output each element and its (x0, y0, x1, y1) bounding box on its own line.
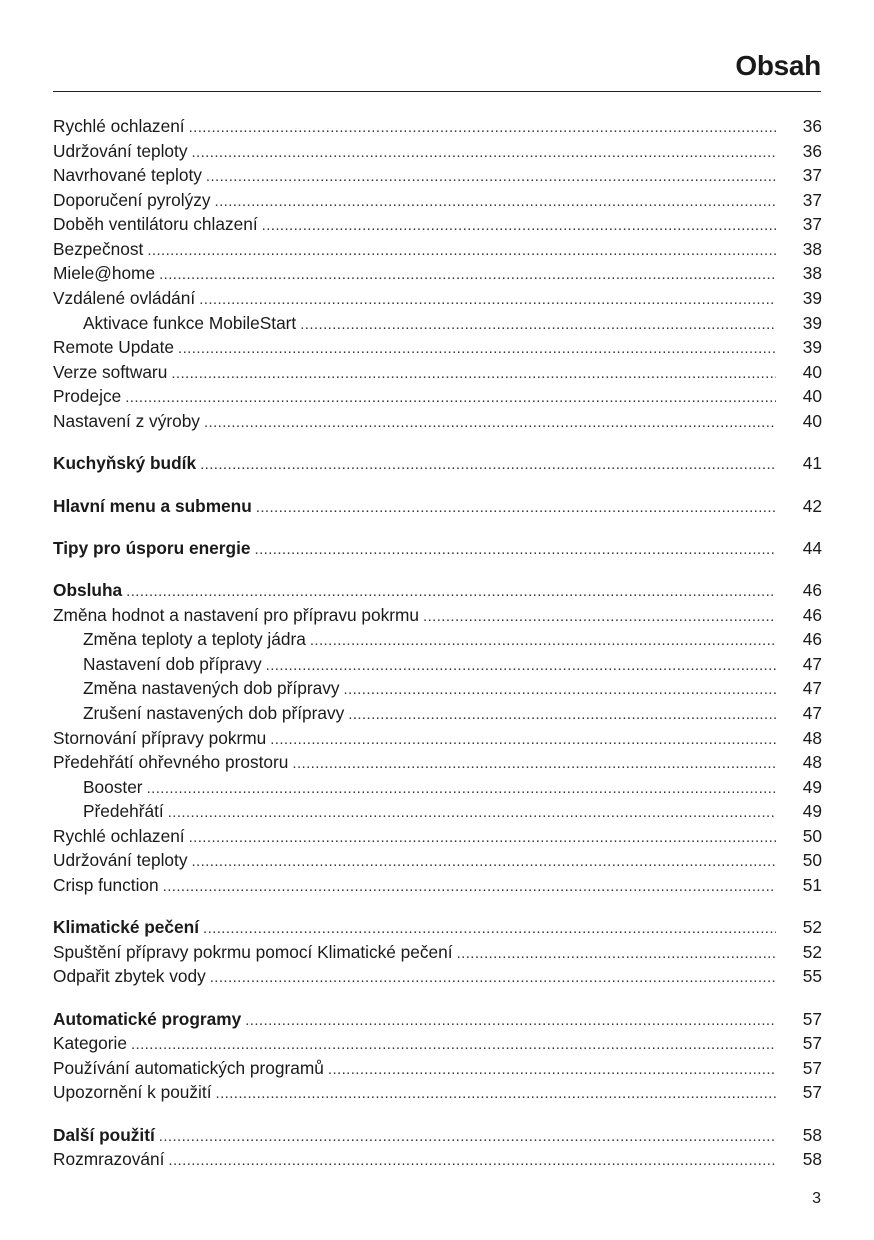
dot-leader (126, 580, 776, 604)
toc-entry-label: Udržování teploty (53, 848, 191, 872)
toc-entry-page: 38 (802, 239, 822, 259)
page-title: Obsah (735, 50, 821, 81)
toc-entry-page: 39 (802, 337, 822, 357)
dot-leader (423, 605, 776, 629)
toc-entry-page: 46 (802, 580, 822, 600)
toc-subentry[interactable] (53, 775, 822, 799)
toc-entry-label: Stornování přípravy pokrmu (53, 726, 270, 750)
toc-entry[interactable] (53, 188, 822, 212)
toc-entry-label: Rychlé ochlazení (53, 824, 189, 848)
toc-entry-page: 38 (802, 263, 822, 283)
toc-entry-label: Booster (53, 775, 147, 799)
toc-entry-page: 39 (802, 313, 822, 333)
dot-leader (343, 678, 776, 702)
dot-leader (210, 966, 776, 990)
toc-subentry[interactable] (53, 799, 822, 823)
toc-section-heading[interactable] (53, 1123, 822, 1147)
toc-entry-label: Předehřátí ohřevného prostoru (53, 750, 292, 774)
title-divider (53, 91, 821, 92)
toc-entry-page: 37 (802, 190, 822, 210)
toc-entry-label: Tipy pro úsporu energie (53, 536, 255, 560)
toc-entry-page: 44 (802, 538, 822, 558)
toc-entry-page: 57 (802, 1009, 822, 1029)
toc-entry[interactable] (53, 1080, 822, 1104)
dot-leader (125, 386, 776, 410)
toc-entry-page: 36 (802, 141, 822, 161)
dot-leader (147, 777, 776, 801)
toc-entry-page: 48 (802, 752, 822, 772)
toc-entry-page: 52 (802, 917, 822, 937)
dot-leader (159, 263, 776, 287)
toc-entry-label: Remote Update (53, 335, 178, 359)
toc-entry-page: 49 (802, 801, 822, 821)
dot-leader (191, 850, 776, 874)
toc-entry-label: Další použití (53, 1123, 159, 1147)
toc-entry-label: Rychlé ochlazení (53, 114, 189, 138)
dot-leader (262, 214, 776, 238)
toc-entry[interactable] (53, 335, 822, 359)
toc-entry-page: 46 (802, 605, 822, 625)
toc-entry[interactable] (53, 409, 822, 433)
page-number: 3 (812, 1190, 821, 1207)
toc-entry-label: Nastavení dob přípravy (53, 652, 266, 676)
toc-entry[interactable] (53, 286, 822, 310)
dot-leader (191, 141, 776, 165)
toc-entry-label: Automatické programy (53, 1007, 245, 1031)
toc-entry[interactable] (53, 1147, 822, 1171)
toc-entry-page: 47 (802, 678, 822, 698)
toc-entry[interactable] (53, 848, 822, 872)
toc-entry-page: 36 (802, 116, 822, 136)
dot-leader (189, 116, 776, 140)
dot-leader (348, 703, 776, 727)
toc-entry-page: 58 (802, 1149, 822, 1169)
dot-leader (310, 629, 776, 653)
dot-leader (256, 496, 776, 520)
toc-entry-label: Aktivace funkce MobileStart (53, 311, 300, 335)
toc-entry[interactable] (53, 824, 822, 848)
toc-entry-label: Verze softwaru (53, 360, 171, 384)
toc-entry-label: Doběh ventilátoru chlazení (53, 212, 262, 236)
toc-entry-page: 40 (802, 411, 822, 431)
toc-entry-label: Rozmrazování (53, 1147, 168, 1171)
toc-entry-label: Prodejce (53, 384, 125, 408)
toc-entry-page: 39 (802, 288, 822, 308)
toc-entry-page: 47 (802, 654, 822, 674)
dot-leader (255, 538, 777, 562)
dot-leader (328, 1058, 776, 1082)
dot-leader (216, 1082, 776, 1106)
toc-entry[interactable] (53, 261, 822, 285)
toc-entry-label: Změna teploty a teploty jádra (53, 627, 310, 651)
toc-entry-page: 40 (802, 386, 822, 406)
toc-section-heading[interactable] (53, 1007, 822, 1031)
toc-section-heading[interactable] (53, 451, 822, 475)
toc-entry-page: 50 (802, 850, 822, 870)
toc-subentry[interactable] (53, 676, 822, 700)
dot-leader (266, 654, 776, 678)
dot-leader (200, 453, 776, 477)
toc-entry-page: 41 (802, 453, 822, 473)
dot-leader (199, 288, 776, 312)
toc-entry-label: Nastavení z výroby (53, 409, 204, 433)
toc-entry-label: Změna hodnot a nastavení pro přípravu pokrmu (53, 603, 423, 627)
dot-leader (300, 313, 776, 337)
toc-entry-page: 48 (802, 728, 822, 748)
toc-entry-label: Kuchyňský budík (53, 451, 200, 475)
toc-entry-label: Kategorie (53, 1031, 131, 1055)
toc-entry-label: Upozornění k použití (53, 1080, 216, 1104)
toc-entry-label: Crisp function (53, 873, 163, 897)
toc-subentry[interactable] (53, 627, 822, 651)
toc-subentry[interactable] (53, 701, 822, 725)
toc-section-heading[interactable] (53, 536, 822, 560)
toc-entry-page: 57 (802, 1058, 822, 1078)
toc-entry[interactable] (53, 726, 822, 750)
toc-entry-page: 50 (802, 826, 822, 846)
toc-entry-page: 40 (802, 362, 822, 382)
toc-entry[interactable] (53, 964, 822, 988)
dot-leader (159, 1125, 776, 1149)
toc-entry-page: 55 (802, 966, 822, 986)
toc-entry-label: Obsluha (53, 578, 126, 602)
toc-entry[interactable] (53, 114, 822, 138)
dot-leader (270, 728, 776, 752)
dot-leader (292, 752, 776, 776)
toc-entry-label: Změna nastavených dob přípravy (53, 676, 343, 700)
toc-entry[interactable] (53, 940, 822, 964)
toc-entry[interactable] (53, 1056, 822, 1080)
toc-entry-page: 52 (802, 942, 822, 962)
dot-leader (168, 801, 776, 825)
dot-leader (203, 917, 776, 941)
toc-entry[interactable] (53, 1031, 822, 1055)
toc-entry-label: Hlavní menu a submenu (53, 494, 256, 518)
toc-entry-label: Bezpečnost (53, 237, 147, 261)
toc-entry-page: 37 (802, 214, 822, 234)
dot-leader (147, 239, 776, 263)
toc-entry-label: Klimatické pečení (53, 915, 203, 939)
toc-entry-page: 42 (802, 496, 822, 516)
toc-subentry[interactable] (53, 652, 822, 676)
toc-entry-label: Doporučení pyrolýzy (53, 188, 215, 212)
toc-entry[interactable] (53, 237, 822, 261)
dot-leader (131, 1033, 776, 1057)
toc-entry-page: 51 (802, 875, 822, 895)
toc-section-heading[interactable] (53, 494, 822, 518)
toc-entry-label: Odpařit zbytek vody (53, 964, 210, 988)
dot-leader (215, 190, 776, 214)
dot-leader (189, 826, 776, 850)
dot-leader (163, 875, 776, 899)
toc-subentry[interactable] (53, 311, 822, 335)
toc-entry-label: Vzdálené ovládání (53, 286, 199, 310)
dot-leader (206, 165, 776, 189)
toc-entry[interactable] (53, 384, 822, 408)
toc-entry[interactable] (53, 750, 822, 774)
toc-entry-page: 58 (802, 1125, 822, 1145)
toc-entry[interactable] (53, 603, 822, 627)
toc-entry-label: Navrhované teploty (53, 163, 206, 187)
dot-leader (178, 337, 776, 361)
toc-entry-page: 47 (802, 703, 822, 723)
toc-entry-page: 49 (802, 777, 822, 797)
toc-entry[interactable] (53, 139, 822, 163)
dot-leader (457, 942, 776, 966)
dot-leader (171, 362, 776, 386)
toc-entry-label: Udržování teploty (53, 139, 191, 163)
toc-entry[interactable] (53, 163, 822, 187)
toc-entry-page: 57 (802, 1033, 822, 1053)
toc-section-heading[interactable] (53, 915, 822, 939)
toc-entry-label: Předehřátí (53, 799, 168, 823)
dot-leader (204, 411, 776, 435)
toc-entry-page: 57 (802, 1082, 822, 1102)
toc-entry-label: Miele@home (53, 261, 159, 285)
toc-section-heading[interactable] (53, 578, 822, 602)
toc-entry[interactable] (53, 360, 822, 384)
toc-entry[interactable] (53, 873, 822, 897)
toc-entry-page: 37 (802, 165, 822, 185)
dot-leader (245, 1009, 776, 1033)
toc-entry-label: Používání automatických programů (53, 1056, 328, 1080)
toc-entry-label: Spuštění přípravy pokrmu pomocí Klimatické pečení (53, 940, 457, 964)
toc-entry-page: 46 (802, 629, 822, 649)
dot-leader (168, 1149, 776, 1173)
toc-entry[interactable] (53, 212, 822, 236)
toc-entry-label: Zrušení nastavených dob přípravy (53, 701, 348, 725)
